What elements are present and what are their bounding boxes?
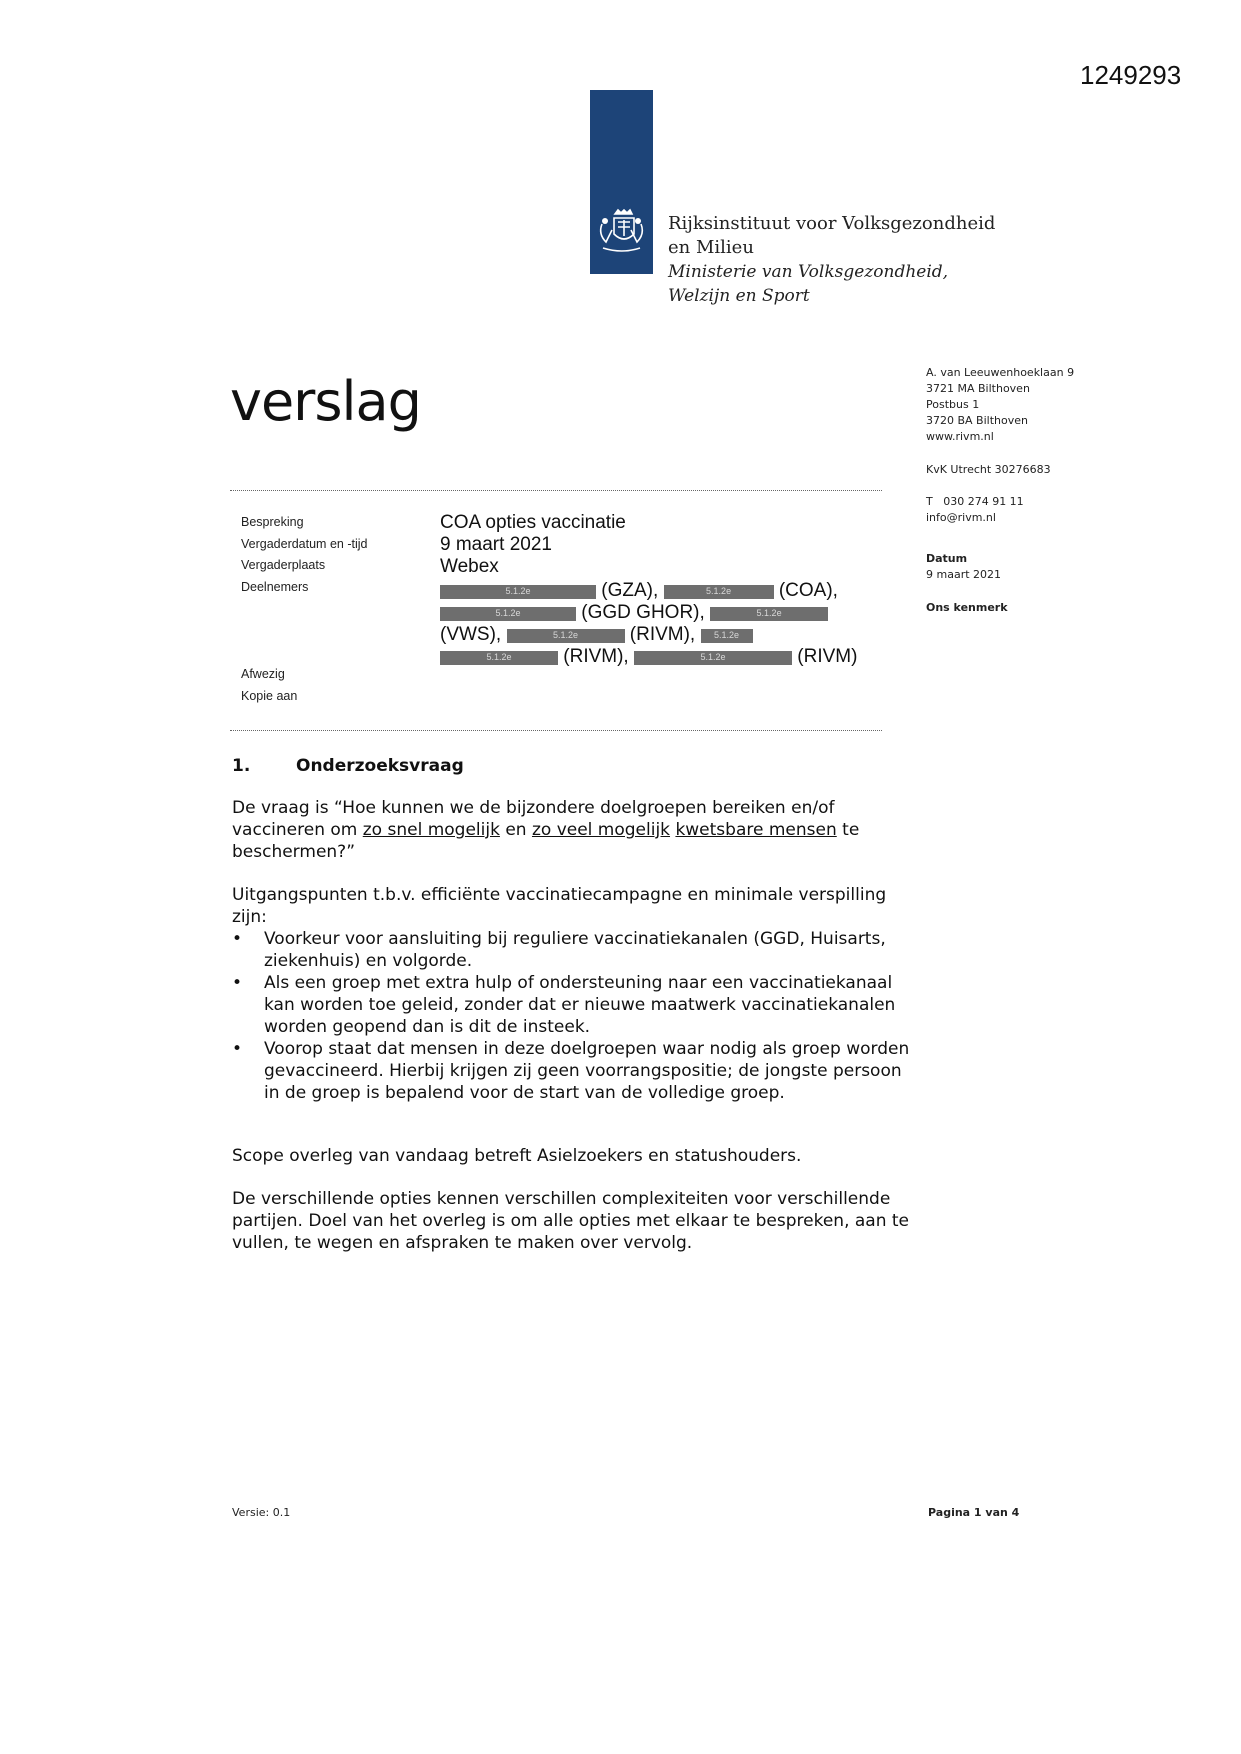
section-title: Onderzoeksvraag [296, 756, 464, 776]
label-plaats: Vergaderplaats [241, 558, 326, 572]
question-underline-2: zo veel mogelijk [531, 820, 671, 840]
participant-rivm-2: (RIVM), [563, 646, 629, 667]
footer-page-number: Pagina 1 van 4 [928, 1506, 1020, 1519]
label-kopie: Kopie aan [241, 689, 298, 703]
address-postbus-city: 3720 BA Bilthoven [926, 414, 1028, 427]
organization-name [668, 212, 995, 260]
list-item: • Voorkeur voor aansluiting bij reguliere vaccinatiekanalen (GGD, Huisarts, ziekenhuis) en volgorde. [232, 928, 912, 972]
redaction-box: 5.1.2e [664, 585, 774, 599]
redaction-box: 5.1.2e [710, 607, 828, 621]
participant-rivm-1: (RIVM), [629, 624, 696, 645]
participant-coa: (COA), [778, 580, 838, 601]
uitgangspunten-block [232, 884, 912, 1104]
address-postal-city: 3721 MA Bilthoven [926, 382, 1030, 395]
scope-paragraph: Scope overleg van vandaag betreft Asielzoekers en statushouders. [232, 1146, 802, 1166]
contact-block [926, 494, 1024, 526]
org-name-line2: en Milieu [668, 237, 754, 258]
question-underline-3: kwetsbare mensen [675, 820, 837, 840]
redaction-box: 5.1.2e [440, 607, 576, 621]
value-plaats: Webex [440, 556, 499, 577]
redaction-box: 5.1.2e [701, 629, 753, 643]
label-bespreking: Bespreking [241, 515, 304, 529]
crest-icon [594, 206, 649, 256]
address-postbus: Postbus 1 [926, 398, 980, 411]
ministry-name [668, 260, 948, 308]
participants-line2 [440, 602, 910, 624]
value-datum-tijd: 9 maart 2021 [440, 534, 552, 555]
research-question [232, 797, 912, 863]
ministry-line2: Welzijn en Sport [668, 286, 810, 306]
address-website: www.rivm.nl [926, 430, 994, 443]
kenmerk-label: Ons kenmerk [926, 601, 1008, 614]
address-block [926, 365, 1074, 445]
uitgangspunten-list [232, 928, 912, 1104]
address-street: A. van Leeuwenhoeklaan 9 [926, 366, 1075, 379]
participant-vws: (VWS), [440, 624, 502, 645]
participants-line3 [440, 624, 910, 646]
participants-list [440, 580, 910, 668]
ministry-line1: Ministerie van Volksgezondheid, [668, 262, 949, 282]
email-address: info@rivm.nl [926, 511, 996, 524]
logo-bar [590, 90, 653, 274]
document-number: 1249293 [1080, 60, 1182, 90]
redaction-box: 5.1.2e [507, 629, 625, 643]
list-item: • Voorop staat dat mensen in deze doelgroepen waar nodig als groep worden gevaccineerd. Hierbij krijgen zij geen voorrangspositie; de jongste persoon in de groep is bepalend voor de start van de volledige groep. [232, 1038, 912, 1104]
question-underline-1: zo snel mogelijk [362, 820, 500, 840]
section-number: 1. [232, 756, 251, 776]
participants-line1 [440, 580, 910, 602]
org-name-line1: Rijksinstituut voor Volksgezondheid [668, 213, 996, 234]
footer-version: Versie: 0.1 [232, 1506, 291, 1519]
participant-gza: (GZA), [601, 580, 659, 601]
redaction-box: 5.1.2e [440, 585, 596, 599]
participant-rivm-3: (RIVM) [797, 646, 858, 667]
question-text-a: De vraag is “Hoe kunnen we de bijzondere doelgroepen bereiken en/of vaccineren om [232, 798, 835, 840]
divider-bottom [230, 730, 882, 731]
uitgangspunten-intro: Uitgangspunten t.b.v. efficiënte vaccinatiecampagne en minimale verspilling zijn: [232, 885, 887, 927]
options-paragraph: De verschillende opties kennen verschillen complexiteiten voor verschillende partijen. Doel van het overleg is om alle opties met elkaar te bespreken, aan te vullen, te wegen en afspraken te maken over vervolg. [232, 1189, 910, 1253]
divider-top [230, 490, 882, 491]
question-text-b: en [499, 820, 532, 840]
redaction-box: 5.1.2e [440, 651, 558, 665]
question-text-d: te beschermen?” [232, 820, 860, 862]
redaction-box: 5.1.2e [634, 651, 792, 665]
value-bespreking: COA opties vaccinatie [440, 512, 626, 533]
label-afwezig: Afwezig [241, 667, 285, 681]
participants-line4 [440, 646, 910, 668]
list-item: • Als een groep met extra hulp of ondersteuning naar een vaccinatiekanaal kan worden toe geleid, zonder dat er nieuwe maatwerk vaccinatiekanalen worden geopend dan is dit de insteek. [232, 972, 912, 1038]
datum-label: Datum [926, 552, 968, 565]
phone-number: T 030 274 91 11 [926, 495, 1024, 508]
document-type-title: verslag [230, 370, 421, 433]
label-deelnemers: Deelnemers [241, 580, 309, 594]
datum-value: 9 maart 2021 [926, 568, 1002, 581]
participant-ggd: (GGD GHOR), [581, 602, 705, 623]
label-datum-tijd: Vergaderdatum en -tijd [241, 537, 368, 551]
kvk-number: KvK Utrecht 30276683 [926, 463, 1051, 476]
